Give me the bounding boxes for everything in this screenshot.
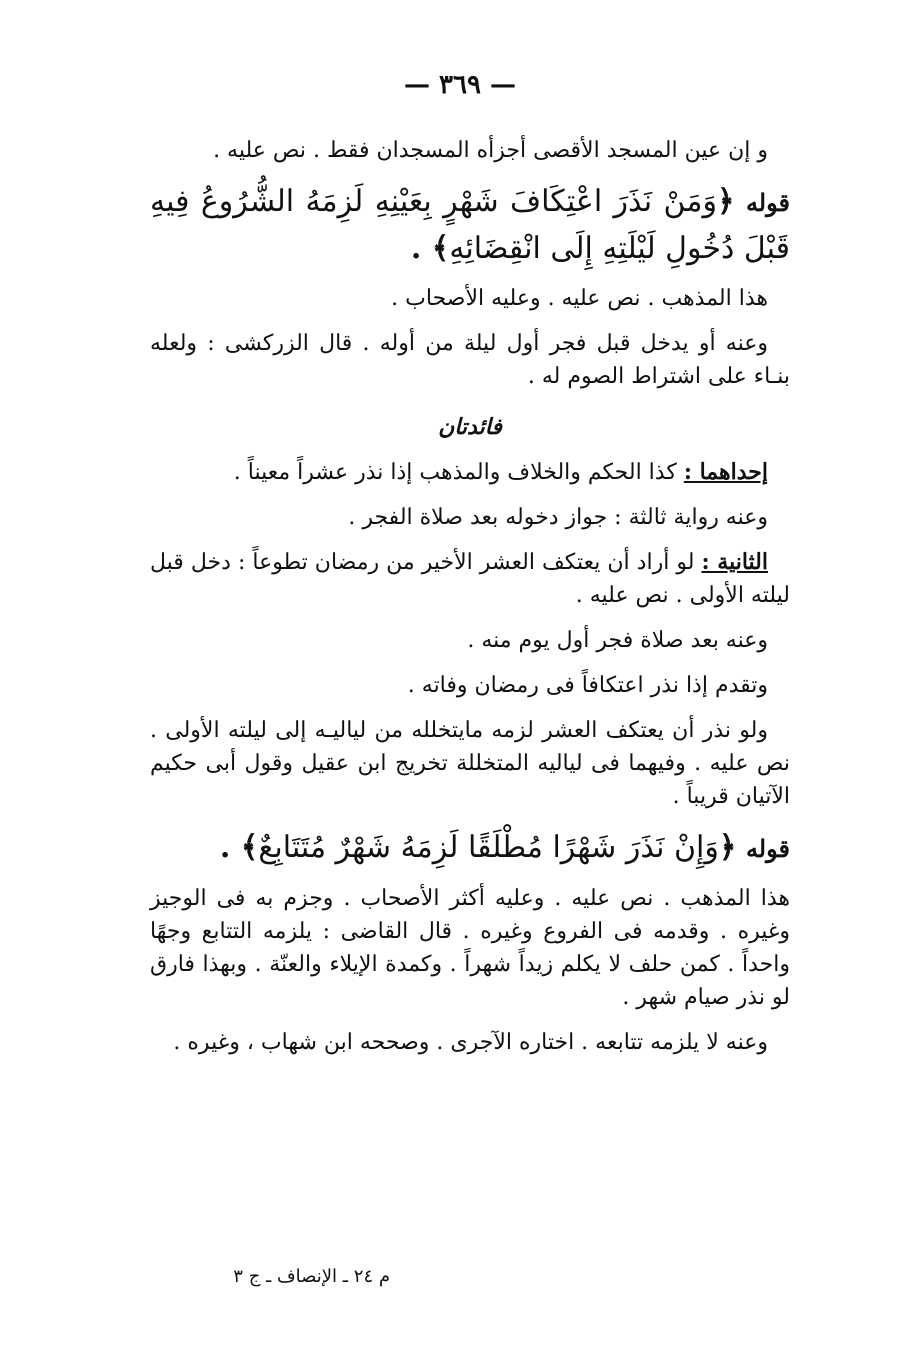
quote-1-close-bracket: ﴾ .	[410, 230, 450, 266]
paragraph-4-label: إحداهما :	[683, 459, 768, 485]
page-body	[150, 134, 790, 1071]
paragraph-4	[150, 456, 790, 489]
paragraph-8: وتقدم إذا نذر اعتكافاً فى رمضان وفاته .	[407, 673, 768, 698]
paragraph-2: هذا المذهب . نص عليه . وعليه الأصحاب .	[391, 286, 768, 311]
paragraph-11: وعنه لا يلزمه تتابعه . اختاره الآجرى . وصححه ابن شهاب ، وغيره .	[173, 1029, 768, 1055]
page-footer: م ٢٤ ـ الإنصاف ـ ج ٣	[233, 1266, 390, 1287]
quote-1-lead: قوله	[745, 188, 790, 217]
paragraph-6	[150, 546, 790, 612]
quote-2-close-bracket: ﴾ .	[219, 830, 259, 865]
paragraph-4-text: كذا الحكم والخلاف والمذهب إذا نذر عشراً معيناً .	[233, 460, 684, 485]
quote-2-text: وَإِنْ نَذَرَ شَهْرًا مُطْلَقًا لَزِمَهُ شَهْرٌ مُتَتَابِعٌ	[258, 830, 719, 865]
quote-1-text: وَمَنْ نَذَرَ اعْتِكَافَ شَهْرٍ بِعَيْنِهِ لَزِمَهُ الشُّرُوعُ فِيهِ قَبْلَ دُخُولِ لَيْلَتِهِ إِلَى انْقِضَائِهِ	[150, 184, 790, 266]
paragraph-7: وعنه بعد صلاة فجر أول يوم منه .	[467, 628, 768, 653]
quote-2	[150, 825, 790, 872]
quote-2-open-bracket: ﴿	[718, 830, 737, 865]
page-number: — ٣٦٩ —	[403, 70, 517, 100]
paragraph-3: وعنه أو يدخل قبل فجر أول ليلة من أوله . قال الزركشى : ولعله بنـاء على اشتراط الصوم له .	[150, 331, 790, 389]
quote-2-lead: قوله	[745, 834, 790, 863]
paragraph-9: ولو نذر أن يعتكف العشر لزمه مايتخلله من لياليـه إلى ليلته الأولى . نص عليه . وفيهما فى لياليه المتخللة تخريج ابن عقيل وقول أبى حكيم الآتيان قريباً .	[150, 718, 790, 809]
paragraph-6-text: لو أراد أن يعتكف العشر الأخير من رمضان تطوعاً : دخل قبل ليلته الأولى . نص عليه .	[150, 550, 790, 608]
quote-1	[150, 179, 790, 272]
paragraph-1: و إن عين المسجد الأقصى أجزأه المسجدان فقط . نص عليه .	[213, 138, 768, 163]
paragraph-10: هذا المذهب . نص عليه . وعليه أكثر الأصحاب . وجزم به فى الوجيز وغيره . وقدمه فى الفروع وغيره . قال القاضى : يلزمه التتابع وجهًا واحداً . كمن حلف لا يكلم زيداً شهراً . وكمدة الإيلاء والعنّة . وبهذا فارق لو نذر صيام شهر .	[150, 885, 790, 1010]
quote-1-open-bracket: ﴿	[716, 184, 735, 219]
paragraph-6-label: الثانية :	[701, 549, 768, 575]
section-title: فائدتان	[438, 414, 502, 440]
paragraph-5: وعنه رواية ثالثة : جواز دخوله بعد صلاة الفجر .	[348, 505, 768, 530]
